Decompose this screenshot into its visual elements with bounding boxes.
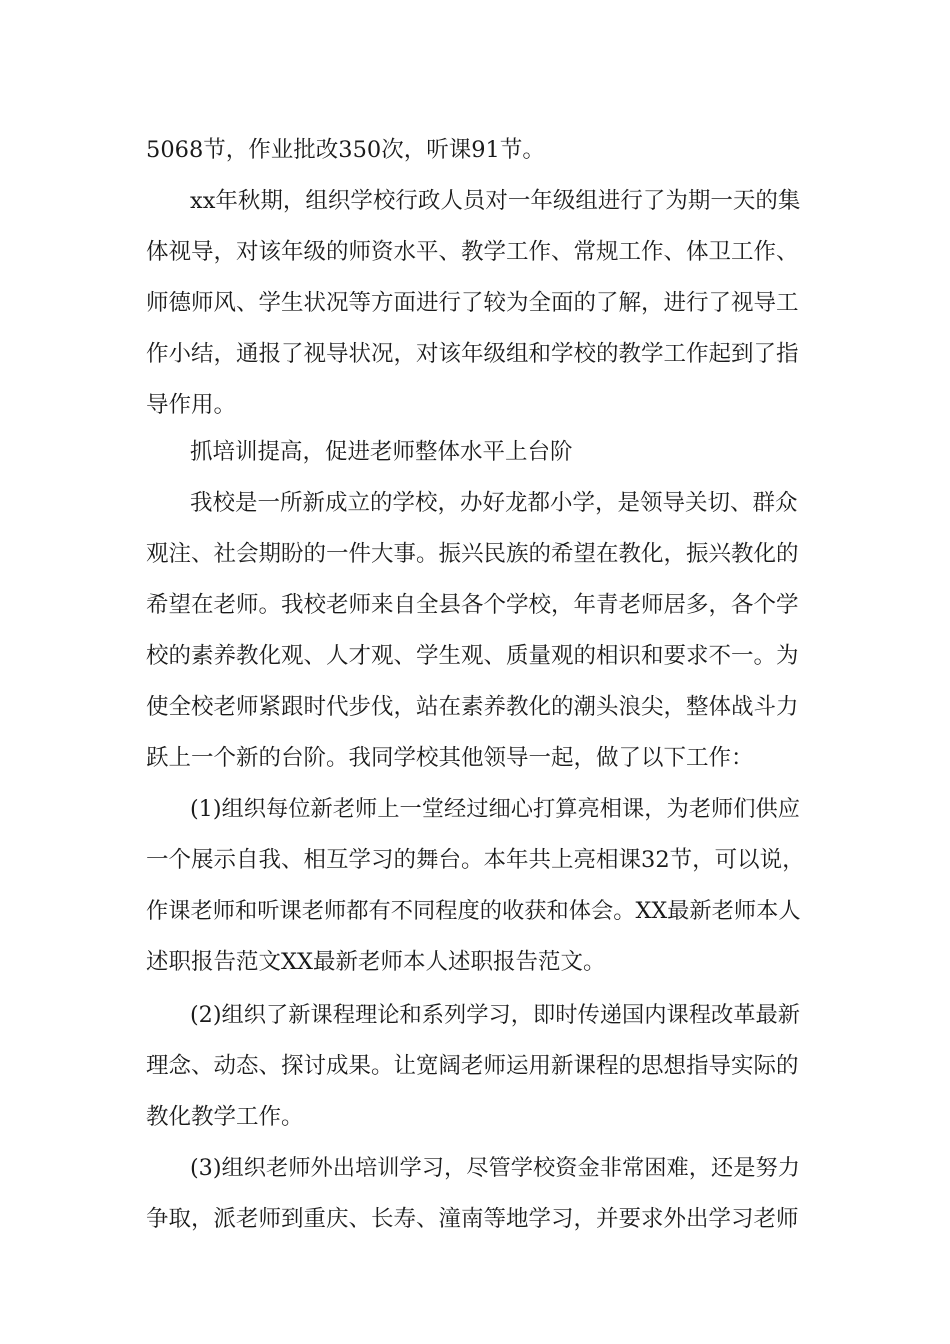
text-line-3: 体视导，对该年级的师资水平、教学工作、常规工作、体卫工作、 xyxy=(146,239,799,265)
text-line-5: 作小结，通报了视导状况，对该年级组和学校的教学工作起到了指 xyxy=(146,341,799,367)
text-line-2: xx年秋期，组织学校行政人员对一年级组进行了为期一天的集 xyxy=(190,188,801,214)
text-line-10: 希望在老师。我校老师来自全县各个学校，年青老师居多，各个学 xyxy=(146,592,799,618)
text-line-9: 观注、社会期盼的一件大事。振兴民族的希望在教化，振兴教化的 xyxy=(146,541,799,567)
text-line-14: (1)组织每位新老师上一堂经过细心打算亮相课，为老师们供应 xyxy=(190,796,801,822)
text-line-1: 5068节，作业批改350次，听课91节。 xyxy=(146,137,545,163)
text-line-17: 述职报告范文XX最新老师本人述职报告范文。 xyxy=(146,949,606,975)
text-line-21: (3)组织老师外出培训学习，尽管学校资金非常困难，还是努力 xyxy=(190,1155,801,1181)
text-line-4: 师德师风、学生状况等方面进行了较为全面的了解，进行了视导工 xyxy=(146,290,799,316)
section-heading: 抓培训提高，促进老师整体水平上台阶 xyxy=(190,439,573,465)
text-line-13: 跃上一个新的台阶。我同学校其他领导一起，做了以下工作： xyxy=(146,745,754,771)
text-line-18: (2)组织了新课程理论和系列学习，即时传递国内课程改革最新 xyxy=(190,1002,801,1028)
text-line-22: 争取，派老师到重庆、长寿、潼南等地学习，并要求外出学习老师 xyxy=(146,1206,799,1232)
text-line-8: 我校是一所新成立的学校，办好龙都小学，是领导关切、群众 xyxy=(190,490,798,516)
text-line-15: 一个展示自我、相互学习的舞台。本年共上亮相课32节，可以说， xyxy=(146,847,805,873)
text-line-12: 使全校老师紧跟时代步伐，站在素养教化的潮头浪尖，整体战斗力 xyxy=(146,694,799,720)
text-line-19: 理念、动态、探讨成果。让宽阔老师运用新课程的思想指导实际的 xyxy=(146,1053,799,1079)
text-line-11: 校的素养教化观、人才观、学生观、质量观的相识和要求不一。为 xyxy=(146,643,799,669)
text-line-6: 导作用。 xyxy=(146,392,237,418)
text-line-16: 作课老师和听课老师都有不同程度的收获和体会。XX最新老师本人 xyxy=(146,898,801,924)
text-line-20: 教化教学工作。 xyxy=(146,1104,304,1130)
